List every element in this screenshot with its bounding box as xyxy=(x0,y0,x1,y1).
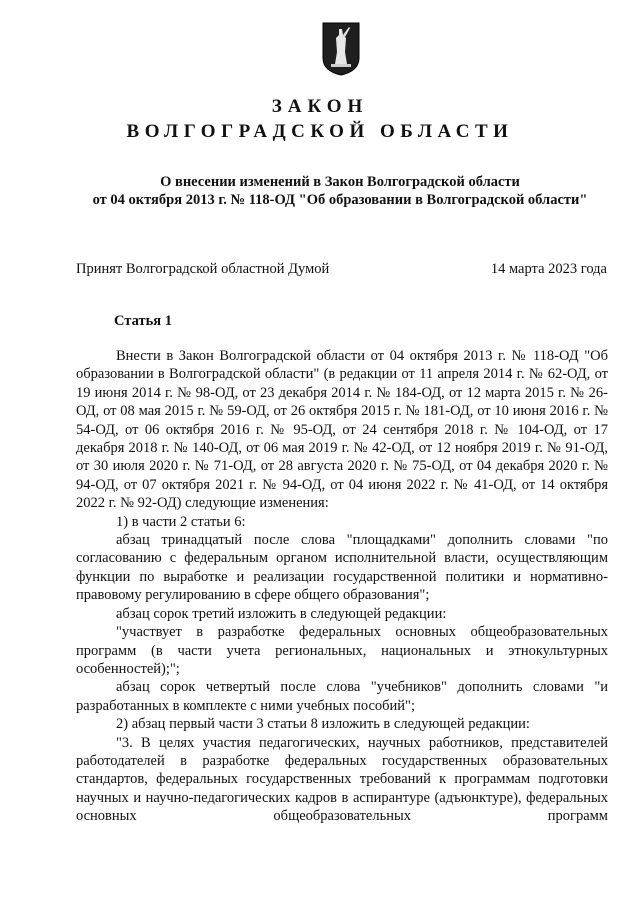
article-heading: Статья 1 xyxy=(114,313,172,329)
paragraph-intro: Внести в Закон Волгоградской области от 04 октября 2013 г. № 118-ОД "Об образовании в Волгоградской области" (в редакции от 11 апреля 2014 г. № 62-ОД, от 19 июня 2014 г. № 98-ОД, от 23 декабря 2014 г. № 184-ОД, от 12 марта 2015 г. № 26-ОД, от 08 мая 2015 г. № 59-ОД, от 26 октября 2015 г. № 181-ОД, от 10 июня 2016 г. № 54-ОД, от 06 октября 2016 г. № 95-ОД, от 24 сентября 2018 г. № 104-ОД, от 17 декабря 2018 г. № 140-ОД, от 06 мая 2019 г. № 42-ОД, от 12 ноября 2019 г. № 91-ОД, от 30 июля 2020 г. № 71-ОД, от 28 августа 2020 г. № 75-ОД, от 04 декабря 2020 г. № 94-ОД, от 07 октября 2021 г. № 94-ОД, от 04 июня 2022 г. № 41-ОД, от 14 октября 2022 г. № 92-ОД) следующие изменения: xyxy=(76,348,608,512)
coat-of-arms-icon xyxy=(322,22,360,76)
subtitle-line-1: О внесении изменений в Закон Волгоградской области xyxy=(160,174,520,190)
paragraph-abzac-13: абзац тринадцатый после слова "площадками" дополнить словами "по согласованию с федеральным органом исполнительной власти, осуществляющим функции по выработке и реализации государственной политики и нормативно-правовому регулированию в сфере общего образования"; xyxy=(76,532,608,604)
region-title: ВОЛГОГРАДСКОЙ ОБЛАСТИ xyxy=(126,121,514,142)
article-body xyxy=(76,347,608,826)
paragraph-item-1: 1) в части 2 статьи 6: xyxy=(116,513,246,530)
subtitle-line-2: от 04 октября 2013 г. № 118-ОД "Об образовании в Волгоградской области" xyxy=(92,192,588,208)
law-subtitle xyxy=(40,173,640,209)
paragraph-abzac-44: абзац сорок четвертый после слова "учебников" дополнить словами "и разработанных в комплекте с ними учебных пособий"; xyxy=(76,679,608,714)
paragraph-abzac-43: абзац сорок третий изложить в следующей редакции: xyxy=(116,605,447,622)
accepted-by: Принят Волгоградской областной Думой xyxy=(76,261,330,277)
paragraph-item-2: 2) абзац первый части 3 статьи 8 изложить в следующей редакции: xyxy=(116,716,530,733)
paragraph-part-3: "3. В целях участия педагогических, научных работников, представителей работодателей в разработке федеральных государственных образовательных стандартов, федеральных государственных требований к программам подготовки научных и научно-педагогических кадров в аспирантуре (адъюнктуре), федеральных основных общеобразовательных программ xyxy=(76,734,608,825)
paragraph-abzac-43-text: "участвует в разработке федеральных основных общеобразовательных программ (в части учета региональных, национальных и этнокультурных особенностей);"; xyxy=(76,624,608,677)
law-title: ЗАКОН xyxy=(271,96,369,117)
accepted-date: 14 марта 2023 года xyxy=(490,261,607,277)
